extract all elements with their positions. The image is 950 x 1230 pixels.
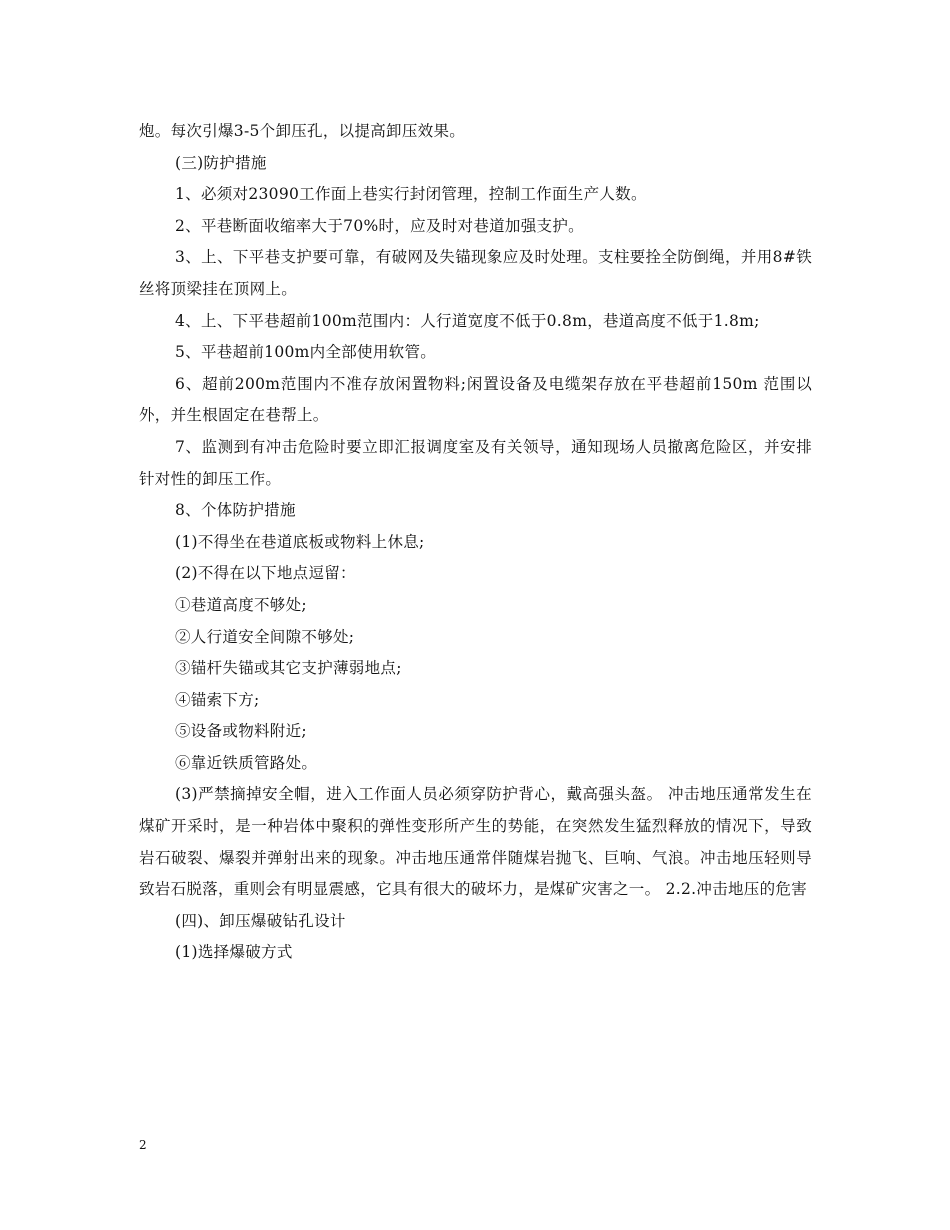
page-number: 2 xyxy=(139,1138,147,1152)
paragraph: 5、平巷超前100m内全部使用软管。 xyxy=(175,343,437,362)
paragraph: ③锚杆失锚或其它支护薄弱地点; xyxy=(175,659,402,678)
paragraph: 7、监测到有冲击危险时要立即汇报调度室及有关领导，通知现场人员撤离危险区，并安排针对性的卸压工作。 xyxy=(139,437,812,488)
document-body xyxy=(139,116,812,969)
paragraph: (1)选择爆破方式 xyxy=(175,943,293,962)
paragraph: (四)、卸压爆破钻孔设计 xyxy=(175,911,346,930)
paragraph: (三)防护措施 xyxy=(175,153,267,172)
paragraph: (1)不得坐在巷道底板或物料上休息; xyxy=(175,532,425,551)
paragraph: 1、必须对23090工作面上巷实行封闭管理，控制工作面生产人数。 xyxy=(175,185,647,204)
paragraph: ②人行道安全间隙不够处; xyxy=(175,627,355,646)
paragraph: ⑥靠近铁质管路处。 xyxy=(175,753,318,772)
paragraph: ⑤设备或物料附近; xyxy=(175,722,307,741)
paragraph: (3)严禁摘掉安全帽，进入工作面人员必须穿防护背心，戴高强头盔。 冲击地压通常发生在煤矿开采时，是一种岩体中聚积的弹性变形所产生的势能，在突然发生猛烈释放的情况下，导致岩石破裂、爆裂并弹射出来的现象。冲击地压通常伴随煤岩抛飞、巨响、气浪。冲击地压轻则导致岩石脱落，重则会有明显震感，它具有很大的破坏力，是煤矿灾害之一。 2.2.冲击地压的危害 xyxy=(139,785,812,899)
paragraph: 4、上、下平巷超前100m范围内：人行道宽度不低于0.8m，巷道高度不低于1.8m; xyxy=(175,311,760,330)
paragraph: ④锚索下方; xyxy=(175,690,260,709)
paragraph: 6、超前200m范围内不准存放闲置物料;闲置设备及电缆架存放在平巷超前150m 范围以外，并生根固定在巷帮上。 xyxy=(139,374,812,425)
paragraph: 炮。每次引爆3-5个卸压孔，以提高卸压效果。 xyxy=(139,122,466,140)
paragraph: 2、平巷断面收缩率大于70%时，应及时对巷道加强支护。 xyxy=(175,216,584,235)
paragraph: ①巷道高度不够处; xyxy=(175,595,307,614)
paragraph: 8、个体防护措施 xyxy=(175,501,296,520)
paragraph: (2)不得在以下地点逗留： xyxy=(175,564,356,583)
paragraph: 3、上、下平巷支护要可靠，有破网及失锚现象应及时处理。支柱要拴全防倒绳，并用8#铁丝将顶梁挂在顶网上。 xyxy=(139,248,812,298)
